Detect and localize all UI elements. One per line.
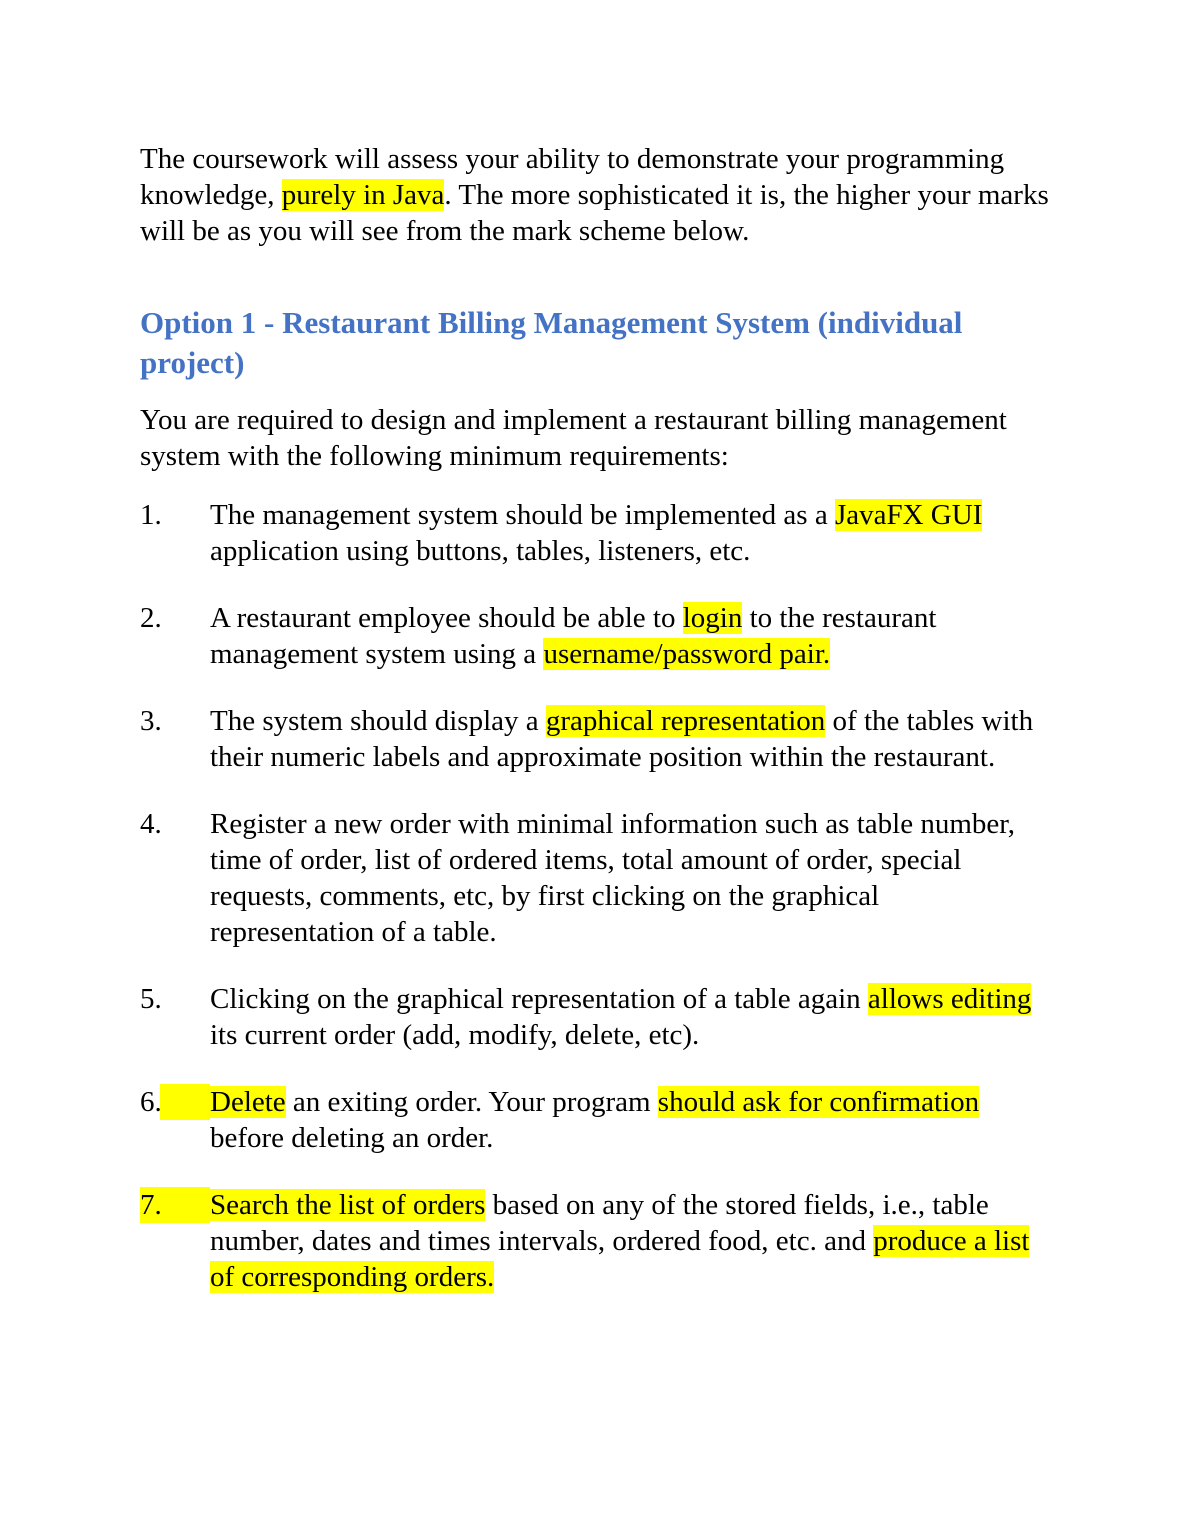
requirement-text: to the restaurant management system using a — [210, 602, 937, 670]
requirement-highlight: JavaFX GUI — [834, 499, 983, 531]
requirement-number: 2. — [140, 602, 162, 634]
document-page — [140, 141, 1050, 1295]
requirement-text: based on any of the stored fields, i.e., table number, dates and times intervals, ordered food, etc. and — [210, 1189, 989, 1257]
intro-highlight: purely in Java — [281, 179, 445, 211]
intro-text-end: . The more sophisticated it is, the higher your marks will be as you will see from the mark scheme below. — [140, 179, 1049, 247]
requirement-highlight: username/password pair. — [543, 638, 831, 670]
requirement-item — [140, 806, 1050, 950]
requirement-highlight: graphical representation — [545, 705, 826, 737]
requirement-number: 6. — [140, 1084, 210, 1120]
requirement-highlight: Search the list of orders — [210, 1189, 486, 1221]
requirement-item — [140, 703, 1050, 775]
requirement-number: 3. — [140, 705, 162, 737]
requirements-list — [140, 497, 1050, 1295]
requirement-text: The system should display a — [210, 705, 546, 737]
requirement-item — [140, 1084, 1050, 1156]
intro-paragraph — [140, 141, 1050, 249]
intro-text-start: The coursework will assess your ability to demonstrate your programming knowledge, — [140, 143, 1005, 211]
requirement-highlight: allows editing — [867, 983, 1032, 1015]
requirement-text: Register a new order with minimal information such as table number, time of order, list of ordered items, total amount of order, special requests, comments, etc, by first clicking on the graphical representation of a table. — [210, 808, 1015, 948]
requirement-number: 4. — [140, 808, 162, 840]
requirement-text: application using buttons, tables, listeners, etc. — [210, 535, 751, 567]
requirement-item — [140, 600, 1050, 672]
requirement-text: an exiting order. Your program — [285, 1086, 658, 1118]
requirement-text: A restaurant employee should be able to — [210, 602, 683, 634]
requirement-item — [140, 1187, 1050, 1295]
requirement-highlight: should ask for confirmation — [657, 1086, 980, 1118]
requirement-text: Clicking on the graphical representation of a table again — [210, 983, 868, 1015]
requirement-text: of the tables with their numeric labels and approximate position within the restaurant. — [210, 705, 1034, 773]
requirement-item — [140, 497, 1050, 569]
option-heading: Option 1 - Restaurant Billing Management System (individual project) — [140, 305, 963, 380]
requirement-number: 7. — [140, 1187, 210, 1223]
requirement-highlight: login — [682, 602, 743, 634]
requirement-item — [140, 981, 1050, 1053]
requirements-intro: You are required to design and implement a restaurant billing management system with the following minimum requirements: — [140, 404, 1007, 472]
requirement-number: 5. — [140, 983, 162, 1015]
requirement-highlight: produce a list of corresponding orders. — [210, 1225, 1030, 1293]
requirement-number: 1. — [140, 499, 162, 531]
requirement-highlight: Delete — [210, 1086, 286, 1118]
requirement-text: its current order (add, modify, delete, etc). — [210, 1019, 700, 1051]
requirement-text: The management system should be implemented as a — [210, 499, 835, 531]
requirement-text: before deleting an order. — [210, 1122, 494, 1154]
